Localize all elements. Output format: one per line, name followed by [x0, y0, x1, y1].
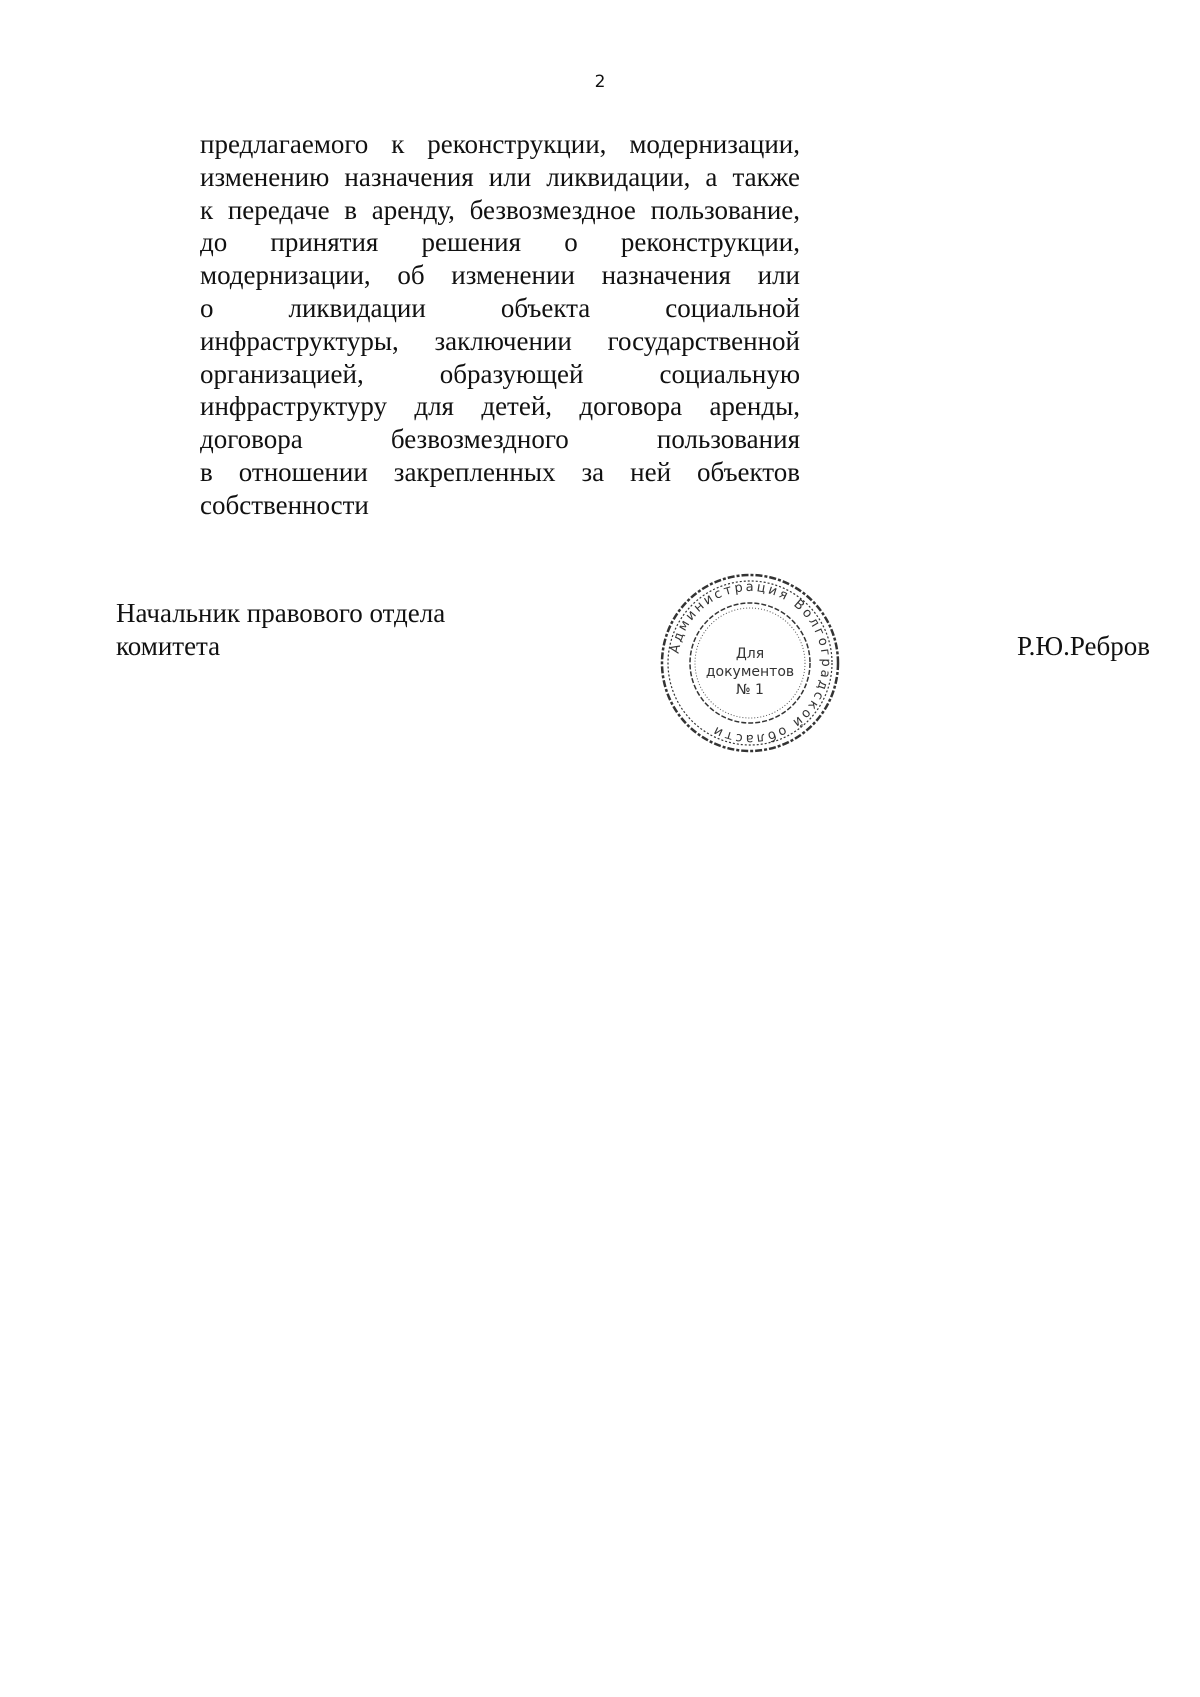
- stamp-outer-text: Администрация Волгоградской области: [667, 579, 834, 747]
- body-line: инфраструктуры, заключении государственной: [200, 325, 800, 356]
- stamp-center-line: № 1: [736, 682, 764, 698]
- page-number: 2: [594, 72, 606, 92]
- stamp-graphic: [657, 570, 843, 756]
- body-line: инфраструктуру для детей, договора аренды,: [200, 391, 800, 422]
- body-line: до принятия решения о реконструкции,: [200, 227, 800, 258]
- body-line: изменению назначения или ликвидации, а также: [200, 161, 800, 192]
- signature-title-line: Начальник правового отдела: [116, 598, 446, 628]
- body-paragraph: [200, 128, 800, 522]
- body-line: организацией, образующей социальную: [200, 358, 800, 389]
- body-line: о ликвидации объекта социальной: [200, 292, 800, 323]
- body-line: в отношении закрепленных за ней объектов: [200, 456, 800, 487]
- body-line: модернизации, об изменении назначения или: [200, 260, 800, 291]
- body-line: к передаче в аренду, безвозмездное пользование,: [200, 194, 800, 225]
- signatory-name: Р.Ю.Ребров: [1016, 631, 1150, 661]
- signature-title: [116, 597, 445, 663]
- stamp-seal: [657, 570, 843, 756]
- signature-title-line: комитета: [116, 631, 221, 661]
- stamp-center-line: Для: [735, 646, 765, 662]
- body-line: собственности: [200, 489, 369, 520]
- body-line: предлагаемого к реконструкции, модернизации,: [200, 129, 800, 159]
- stamp-center-line: документов: [705, 664, 795, 680]
- body-line: договора безвозмездного пользования: [200, 424, 800, 455]
